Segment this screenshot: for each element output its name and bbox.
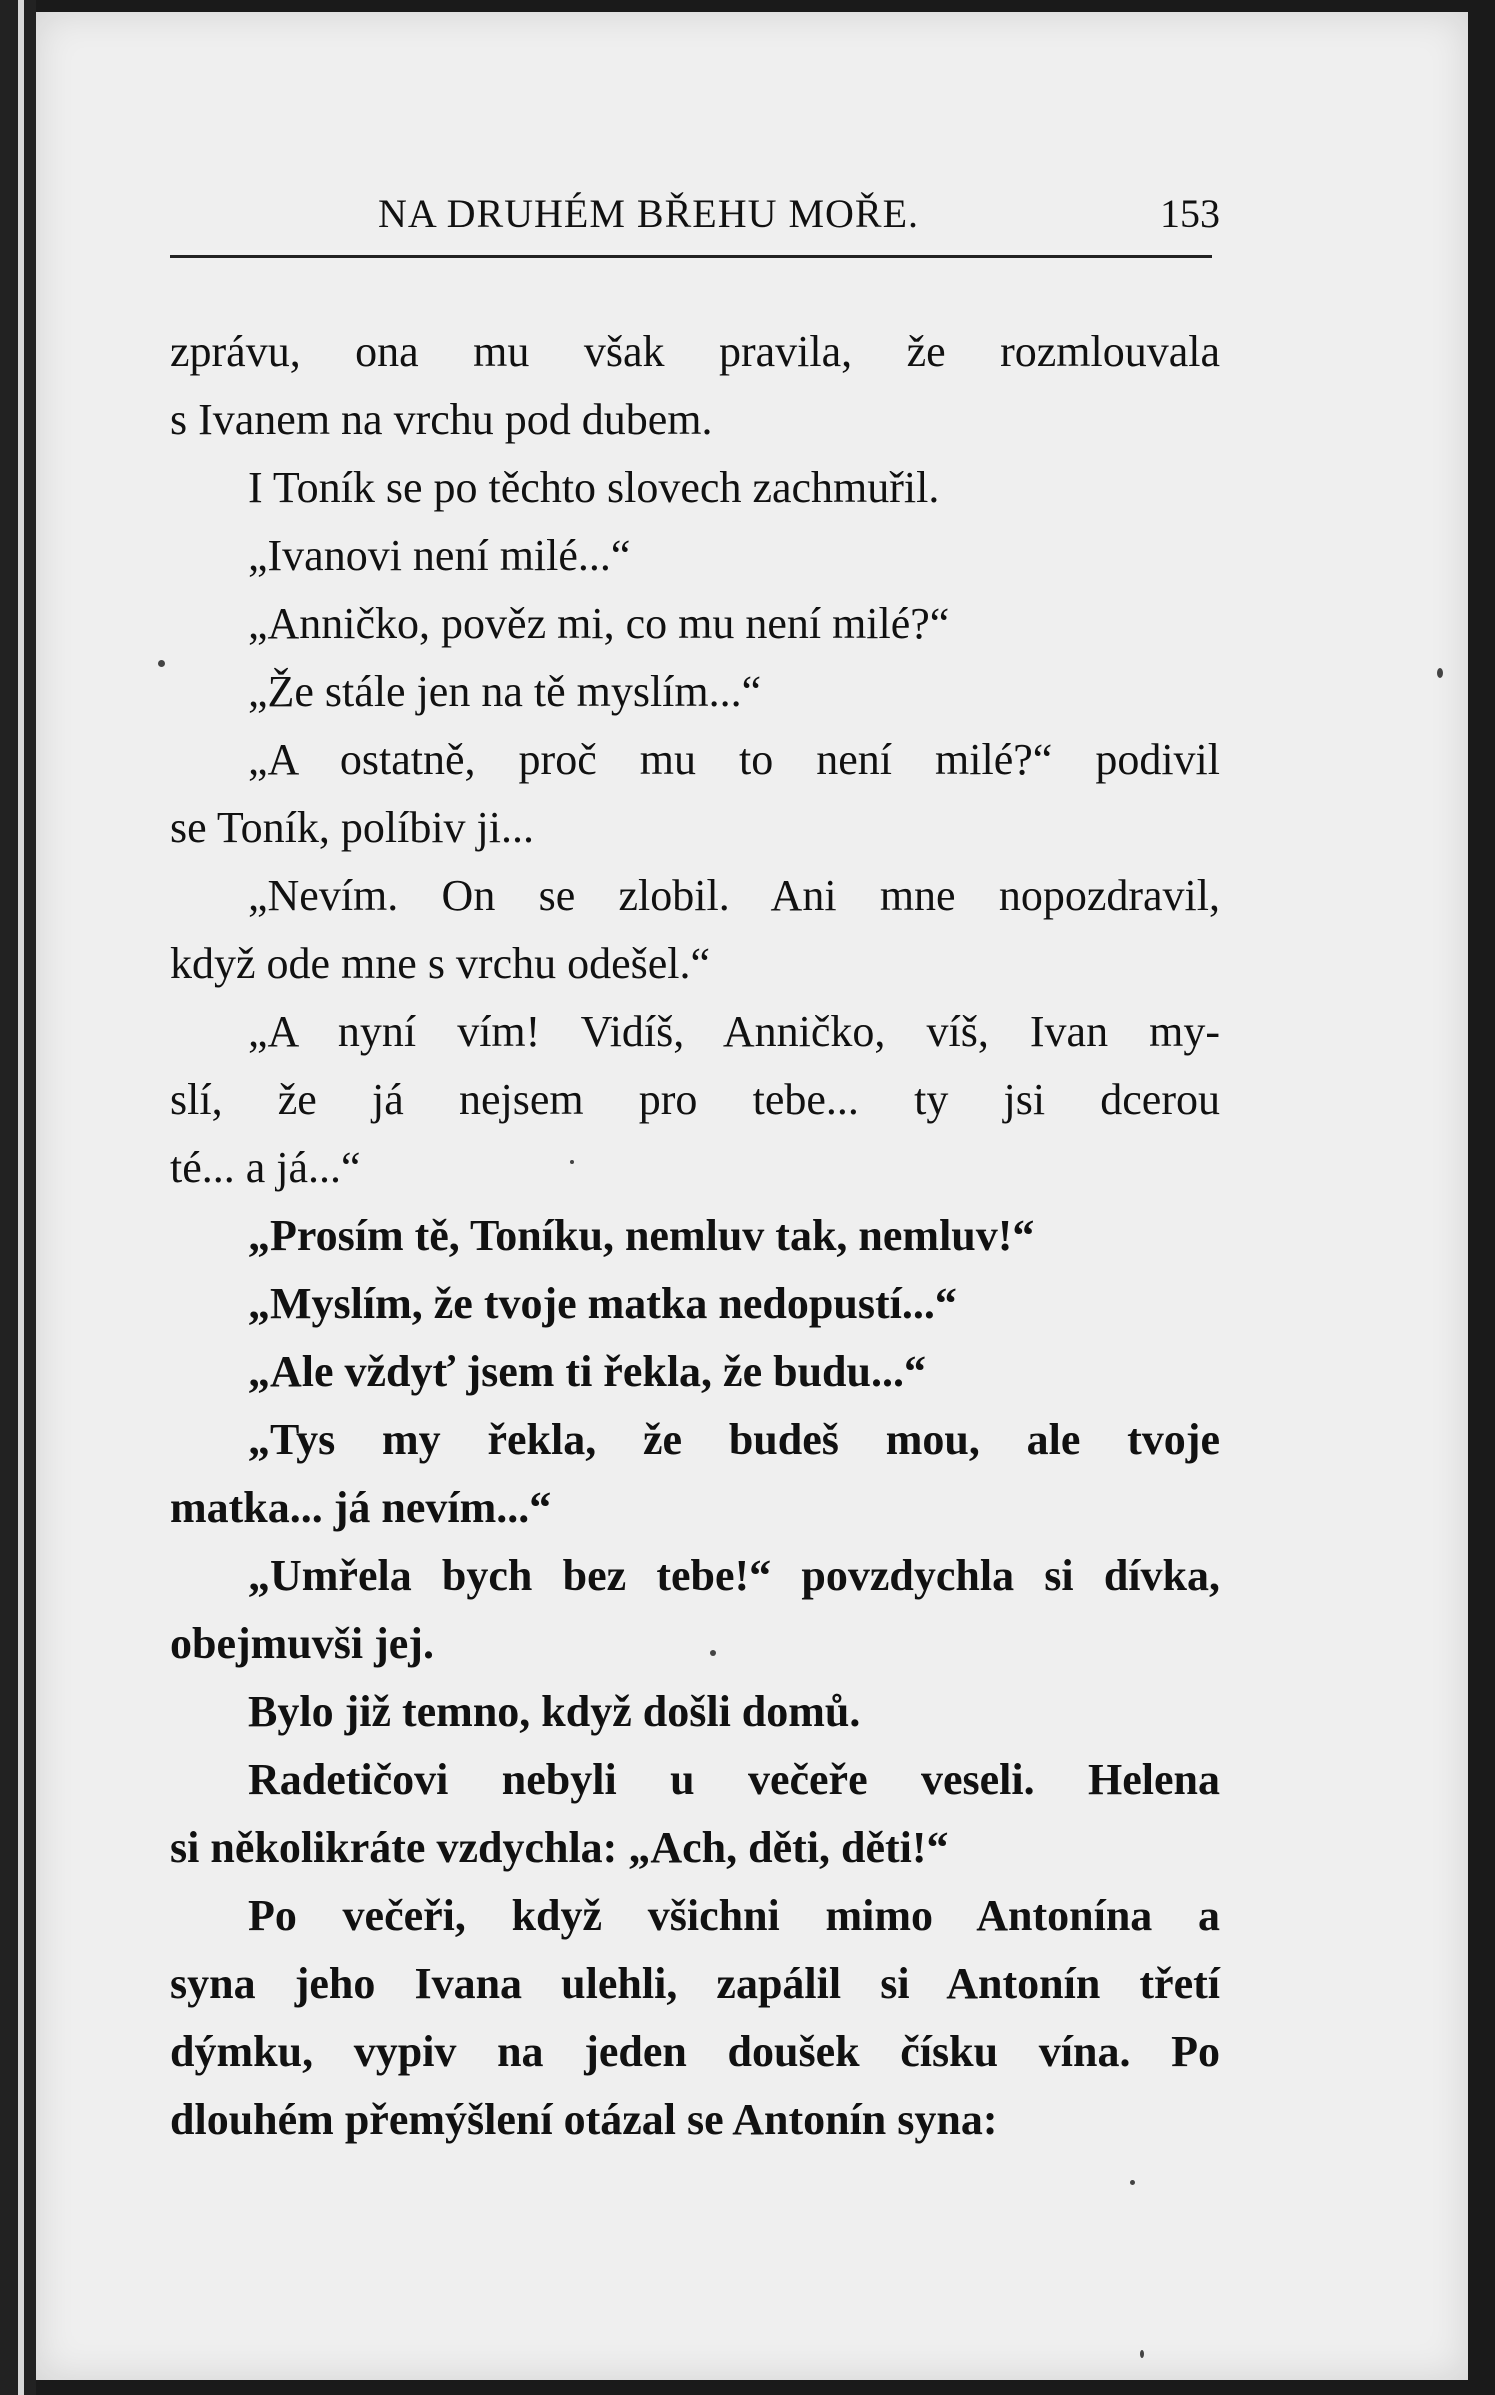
text-line: s Ivanem na vrchu pod dubem. — [170, 395, 713, 444]
scan-speck — [1437, 668, 1443, 678]
text-line: I Toník se po těchto slovech zachmuřil. — [248, 463, 940, 512]
running-title: NA DRUHÉM BŘEHU MOŘE. — [378, 191, 920, 236]
page-number: 153 — [1160, 191, 1220, 236]
text-line: syna jeho Ivana ulehli, zapálil si Antonín třetí — [170, 1959, 1220, 2008]
text-line: „Anničko, pověz mi, co mu není milé?“ — [248, 599, 950, 648]
text-line: „Ale vždyť jsem ti řekla, že budu...“ — [248, 1347, 926, 1396]
scan-edge-strip — [18, 0, 24, 2395]
scan-speck — [1140, 2350, 1144, 2358]
text-line: slí, že já nejsem pro tebe... ty jsi dcerou — [170, 1075, 1220, 1124]
scan-speck — [158, 660, 165, 667]
header-rule — [170, 255, 1212, 258]
text-line: té... a já...“ — [170, 1143, 361, 1192]
text-line: obejmuvši jej. — [170, 1619, 434, 1668]
text-line: Bylo již temno, když došli domů. — [248, 1687, 861, 1736]
text-line: dýmku, vypiv na jeden doušek čísku vína. Po — [170, 2027, 1220, 2076]
text-line: Po večeři, když všichni mimo Antonína a — [248, 1891, 1220, 1940]
text-line: Radetičovi nebyli u večeře veseli. Helena — [248, 1755, 1220, 1804]
scan-speck — [570, 1160, 574, 1164]
text-line: matka... já nevím...“ — [170, 1483, 552, 1532]
text-line: „Ivanovi není milé...“ — [248, 531, 631, 580]
scan-speck — [1130, 2180, 1135, 2185]
text-line: „Prosím tě, Toníku, nemluv tak, nemluv!“ — [248, 1211, 1035, 1260]
text-line: „A ostatně, proč mu to není milé?“ podivil — [248, 735, 1220, 784]
text-line: zprávu, ona mu však pravila, že rozmlouvala — [170, 327, 1220, 376]
text-line: se Toník, políbiv ji... — [170, 803, 535, 852]
scan-left-edge — [0, 0, 36, 2395]
body-text — [170, 318, 1220, 2154]
text-line: „Myslím, že tvoje matka nedopustí...“ — [248, 1279, 957, 1328]
text-line: „Že stále jen na tě myslím...“ — [248, 667, 762, 716]
text-line: dlouhém přemýšlení otázal se Antonín syna: — [170, 2095, 998, 2144]
text-line: si několikráte vzdychla: „Ach, děti, děti!“ — [170, 1823, 949, 1872]
page-header — [170, 190, 1220, 250]
text-line: když ode mne s vrchu odešel.“ — [170, 939, 711, 988]
text-line: „Nevím. On se zlobil. Ani mne nopozdravil, — [248, 871, 1220, 920]
text-line: „A nyní vím! Vidíš, Anničko, víš, Ivan my- — [248, 1007, 1220, 1056]
text-line: „Tys my řekla, že budeš mou, ale tvoje — [248, 1415, 1220, 1464]
text-line: „Umřela bych bez tebe!“ povzdychla si dívka, — [248, 1551, 1220, 1600]
scan-speck — [710, 1650, 716, 1656]
